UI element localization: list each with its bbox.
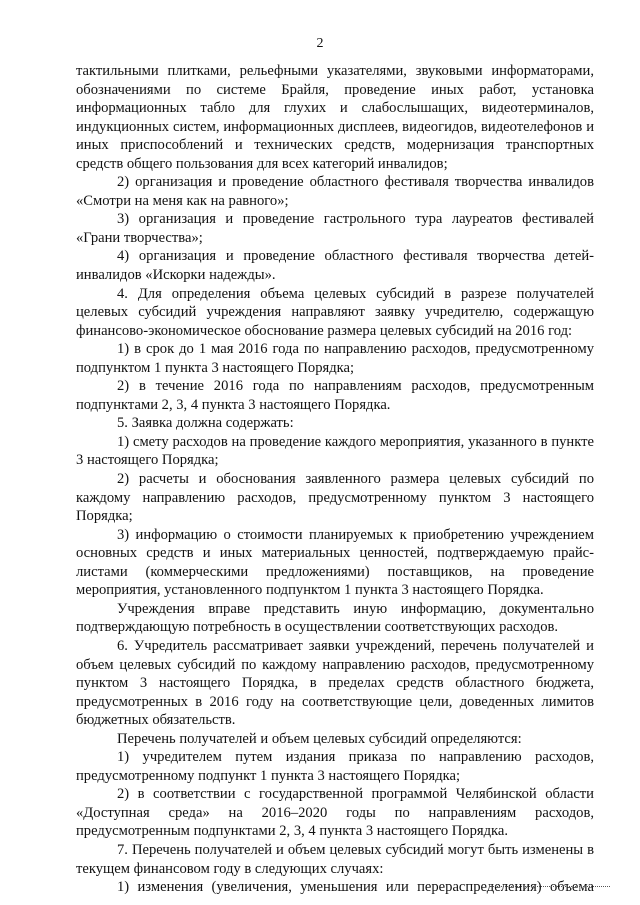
paragraph: 5. Заявка должна содержать:: [117, 415, 294, 432]
paragraph: 2) организация и проведение областного фестиваля творчества инвалидов «Смотри на меня как на равного»;: [76, 174, 594, 209]
paragraph: 2) в соответствии с государственной программой Челябинской области «Доступная среда» на 2016–2020 годы по направлениям расходов, предусмотренным подпунктами 2, 3, 4 пункта 3 настоящего Порядка.: [76, 786, 594, 840]
footer-dotted-line: [490, 886, 610, 887]
paragraph: 4) организация и проведение областного фестиваля творчества детей-инвалидов «Искорки надежды».: [76, 248, 594, 284]
paragraph: 6. Учредитель рассматривает заявки учреждений, перечень получателей и объем целевых субсидий по каждому направлению расходов, предусмотренному пунктом 3 настоящего Порядка, в пределах средств областного бюджета, предусмотренных в 2016 году на соответствующие цели, доведенных лимитов бюджетных обязательств.: [76, 637, 594, 729]
paragraph: Перечень получателей и объем целевых субсидий определяются:: [117, 730, 522, 747]
paragraph: тактильными плитками, рельефными указателями, звуковыми информаторами, обозначениями по системе Брайля, проведение иных работ, установка информационных табло для глухих и слабослышащих, видеотерминалов, индукционных систем, информационных дисплеев, видеогидов, видеотелефонов и иных приспособлений и технических средств, модернизация транспортных средств общего пользования для всех категорий инвалидов;: [76, 63, 594, 172]
paragraph: 4. Для определения объема целевых субсидий в разрезе получателей целевых субсидий учреждения направляют заявку учредителю, содержащую финансово-экономическое обоснование размера целевых субсидий на 2016 год:: [76, 285, 594, 339]
paragraph: 2) расчеты и обоснования заявленного размера целевых субсидий по каждому направлению расходов, предусмотренному пунктом 3 настоящего Порядка;: [76, 471, 594, 525]
document-body: [76, 62, 594, 897]
paragraph: Учреждения вправе представить иную информацию, документально подтверждающую потребность в осуществлении соответствующих расходов.: [76, 600, 594, 636]
paragraph: 1) в срок до 1 мая 2016 года по направлению расходов, предусмотренному подпунктом 1 пункта 3 настоящего Порядка;: [76, 341, 594, 376]
paragraph: 2) в течение 2016 года по направлениям расходов, предусмотренным подпунктами 2, 3, 4 пункта 3 настоящего Порядка.: [76, 378, 594, 413]
paragraph: 1) смету расходов на проведение каждого мероприятия, указанного в пункте 3 настоящего Порядка;: [76, 433, 594, 469]
page-number: 2: [316, 36, 324, 51]
paragraph: 7. Перечень получателей и объем целевых субсидий могут быть изменены в текущем финансовом году в следующих случаях:: [76, 841, 594, 877]
paragraph: 1) учредителем путем издания приказа по направлению расходов, предусмотренному подпункт 1 пункта 3 настоящего Порядка;: [76, 749, 594, 784]
paragraph: 3) организация и проведение гастрольного тура лауреатов фестивалей «Грани творчества»;: [76, 211, 594, 246]
paragraph: 1) изменения (увеличения, уменьшения или перераспределения) объема: [117, 879, 594, 896]
paragraph: 3) информацию о стоимости планируемых к приобретению учреждением основных средств и иных материальных ценностей, подтверждаемую прайс-листами (коммерческими предложениями) поставщиков, на проведение мероприятия, установленного подпунктом 1 пункта 3 настоящего Порядка.: [76, 526, 594, 599]
